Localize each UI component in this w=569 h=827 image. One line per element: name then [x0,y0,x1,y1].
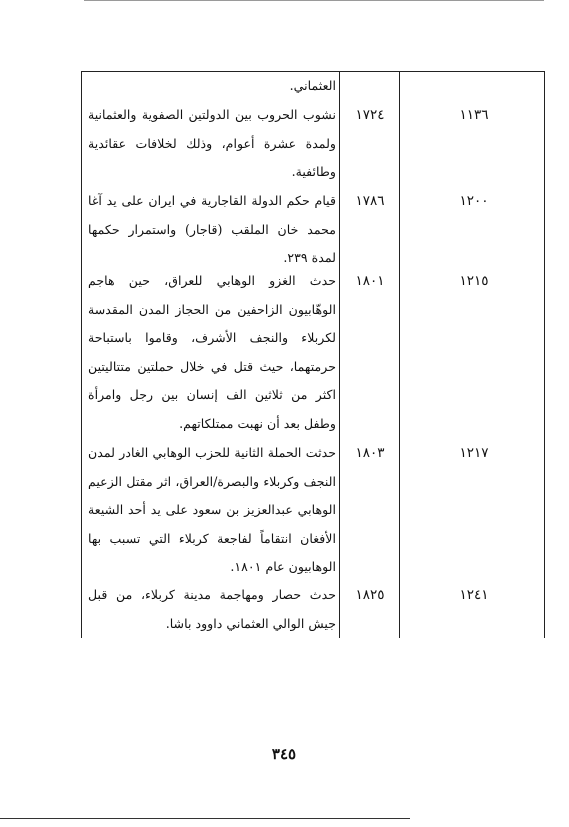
gregorian-year-cell: ١٧٨٦ [355,193,385,209]
footer-rule [0,818,410,819]
gregorian-year-cell: ١٨٠٣ [355,445,385,461]
hijri-year-cell: ١١٣٦ [459,107,489,123]
column-divider-year [399,72,400,638]
hijri-year-cell: ١٢٤١ [459,587,489,603]
gregorian-year-cell: ١٨٠١ [355,273,385,289]
top-edge-line [84,0,544,3]
event-description-cell: قيام حكم الدولة القاجارية في ايران على يد آغا محمد خان الملقب (قاجار) واستمرار حكمها لمدة ٢٣٩. [88,193,336,266]
event-description-cell: حدثت الحملة الثانية للحزب الوهابي الغادر لمدن النجف وكربلاء والبصرة/العراق، اثر مقتل الزعيم الوهابي عبدالعزيز بن سعود على يد أحد الشيعة الأفغان انتقاماً لفاجعة كربلاء التي تسبب بها الوهابيون عام ١٨٠١. [88,445,336,575]
gregorian-year-cell: ١٧٢٤ [355,107,385,123]
hijri-year-cell: ١٢١٧ [459,445,489,461]
hijri-year-cell: ١٢١٥ [459,273,489,289]
page-number: ٣٤٥ [271,745,297,763]
event-description-cell: حدث الغزو الوهابي للعراق، حين هاجم الوهّابيون الزاحفين من الحجاز المدن المقدسة لكربلاء والنجف الأشرف، وقاموا باستباحة حرمتهما، حيث قتل في خلال حملتين متتاليتين اكثر من ثلاثين الف إنسان بين رجل وامرأة وطفل بعد أن نهبت ممتلكاتهم. [88,273,336,431]
hijri-year-cell: ١٢٠٠ [459,193,489,209]
gregorian-year-cell: ١٨٢٥ [355,587,385,603]
column-divider-event [339,72,340,638]
event-description-cell: العثماني. [289,78,336,93]
event-description-cell: حدث حصار ومهاجمة مدينة كربلاء، من قبل جيش الوالي العثماني داوود باشا. [88,587,336,631]
history-table [81,71,545,638]
event-description-cell: نشوب الحروب بين الدولتين الصفوية والعثمانية ولمدة عشرة أعوام، وذلك لخلافات عقائدية وطائفية. [88,107,336,180]
